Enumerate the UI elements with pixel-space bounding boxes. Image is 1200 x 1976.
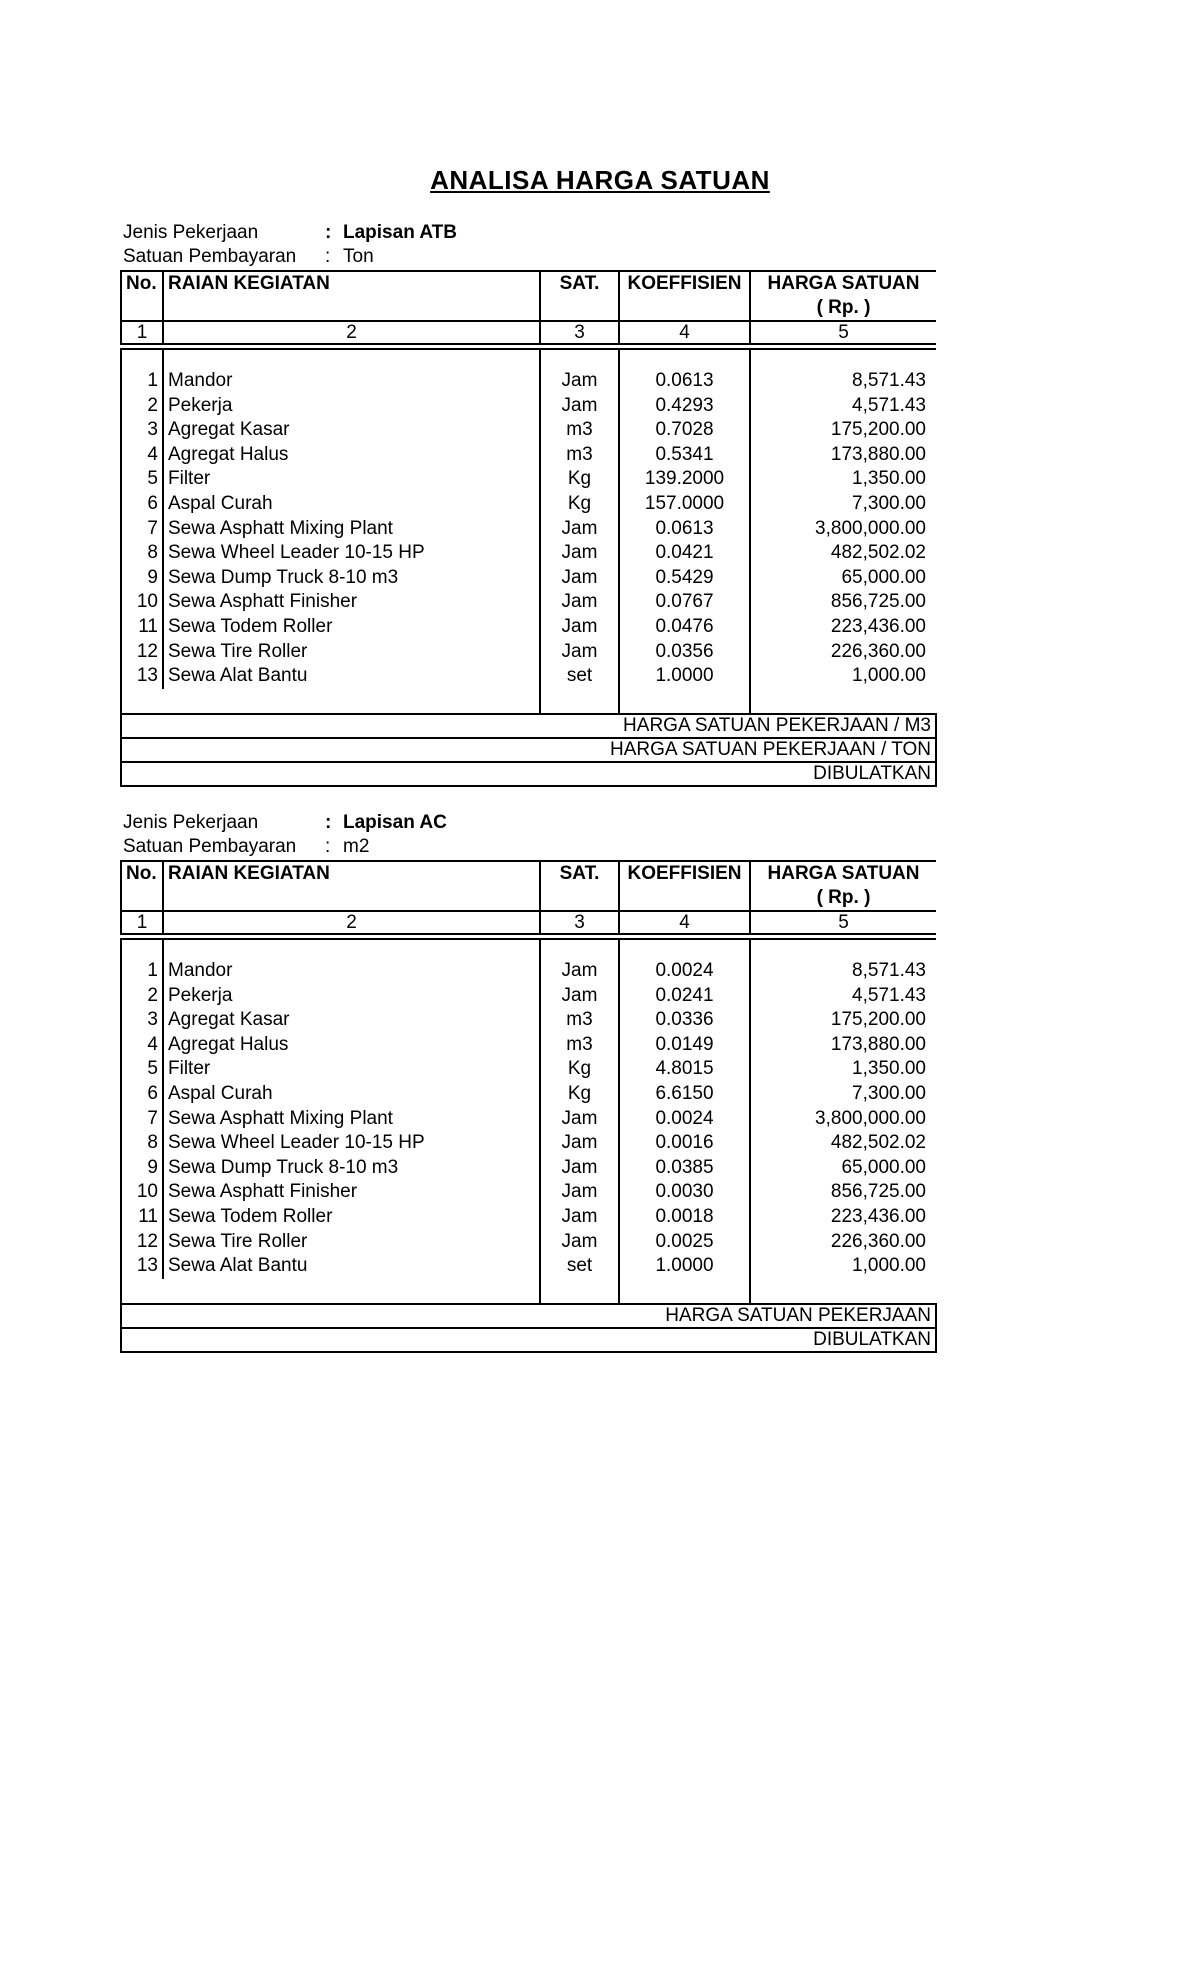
column-index-5: 5: [750, 911, 936, 934]
item-satuan: Jam: [540, 1230, 619, 1255]
item-uraian: Filter: [163, 467, 540, 492]
table-row: [121, 1180, 936, 1205]
table-row: [121, 566, 936, 591]
table-row: [121, 1254, 936, 1279]
item-uraian: Sewa Alat Bantu: [163, 1254, 540, 1279]
item-satuan: Jam: [540, 1156, 619, 1181]
item-uraian: Sewa Dump Truck 8-10 m3: [163, 566, 540, 591]
jenis-pekerjaan-value: Lapisan AC: [343, 812, 447, 833]
item-satuan: Kg: [540, 1082, 619, 1107]
item-no: 11: [121, 615, 163, 640]
item-no: 12: [121, 640, 163, 665]
item-uraian: Pekerja: [163, 394, 540, 419]
section-lapisan-ac: [120, 812, 935, 1353]
item-koefisien: 0.0336: [619, 1008, 750, 1033]
summary-label: HARGA SATUAN PEKERJAAN / M3: [121, 714, 936, 738]
item-harga-satuan: 1,000.00: [852, 665, 926, 687]
item-koefisien: 0.0018: [619, 1205, 750, 1230]
header-harga-satuan: HARGA SATUAN: [750, 861, 936, 886]
summary-label: DIBULATKAN: [121, 1328, 936, 1352]
item-satuan: Kg: [540, 1057, 619, 1082]
item-harga-satuan: 3,800,000.00: [815, 517, 926, 539]
item-no: 4: [121, 1033, 163, 1058]
table-row: [121, 394, 936, 419]
item-no: 10: [121, 590, 163, 615]
item-harga-satuan: 173,880.00: [830, 1033, 926, 1055]
item-koefisien: 0.0024: [619, 959, 750, 984]
item-koefisien: 0.0613: [619, 369, 750, 394]
item-koefisien: 0.0025: [619, 1230, 750, 1255]
column-index-2: 2: [163, 321, 540, 344]
summary-row: [121, 738, 936, 762]
summary-row: [121, 714, 936, 738]
jenis-pekerjaan-separator: :: [325, 812, 332, 833]
item-koefisien: 6.6150: [619, 1082, 750, 1107]
item-uraian: Sewa Alat Bantu: [163, 664, 540, 689]
satuan-pembayaran-row: [120, 836, 935, 860]
item-harga-satuan: 482,502.02: [830, 1132, 926, 1154]
column-index-row: [121, 321, 936, 344]
column-index-3: 3: [540, 321, 619, 344]
item-harga-satuan: 65,000.00: [841, 566, 926, 588]
table-row: [121, 615, 936, 640]
jenis-pekerjaan-row: [120, 222, 935, 246]
item-harga-satuan: 175,200.00: [830, 1009, 926, 1031]
item-koefisien: 0.0024: [619, 1107, 750, 1132]
item-harga-satuan: 3,800,000.00: [815, 1107, 926, 1129]
item-uraian: Sewa Asphatt Finisher: [163, 590, 540, 615]
item-satuan: Jam: [540, 1107, 619, 1132]
column-index-2: 2: [163, 911, 540, 934]
item-harga-satuan: 8,571.43: [852, 960, 926, 981]
item-no: 7: [121, 517, 163, 542]
column-index-1: 1: [121, 911, 163, 934]
item-satuan: m3: [540, 1008, 619, 1033]
table-row: [121, 959, 936, 984]
jenis-pekerjaan-value: Lapisan ATB: [343, 222, 458, 243]
summary-label: DIBULATKAN: [121, 762, 936, 786]
column-index-1: 1: [121, 321, 163, 344]
item-uraian: Sewa Tire Roller: [163, 640, 540, 665]
item-no: 4: [121, 443, 163, 468]
table-header-row: [121, 271, 936, 296]
item-uraian: Aspal Curah: [163, 492, 540, 517]
table-row: [121, 984, 936, 1009]
item-harga-satuan: 65,000.00: [841, 1156, 926, 1178]
item-harga-satuan: 7,300.00: [852, 492, 926, 514]
item-harga-satuan: 223,436.00: [830, 1205, 926, 1227]
item-koefisien: 139.2000: [619, 467, 750, 492]
table-row: [121, 1107, 936, 1132]
summary-label: HARGA SATUAN PEKERJAAN / TON: [121, 738, 936, 762]
item-harga-satuan: 856,725.00: [830, 1181, 926, 1203]
item-harga-satuan: 1,350.00: [852, 468, 926, 490]
item-harga-satuan: 7,300.00: [852, 1082, 926, 1104]
item-uraian: Agregat Halus: [163, 1033, 540, 1058]
satuan-pembayaran-separator: :: [325, 246, 331, 267]
item-no: 2: [121, 984, 163, 1009]
item-koefisien: 0.4293: [619, 394, 750, 419]
satuan-pembayaran-separator: :: [325, 836, 331, 857]
item-koefisien: 0.0476: [619, 615, 750, 640]
item-no: 3: [121, 418, 163, 443]
item-uraian: Aspal Curah: [163, 1082, 540, 1107]
header-uraian: RAIAN KEGIATAN: [163, 861, 540, 886]
summary-row: [121, 1328, 936, 1352]
jenis-pekerjaan-label: Jenis Pekerjaan: [123, 812, 259, 833]
item-uraian: Sewa Asphatt Mixing Plant: [163, 517, 540, 542]
jenis-pekerjaan-label: Jenis Pekerjaan: [123, 222, 259, 243]
item-satuan: Kg: [540, 467, 619, 492]
table-row: [121, 664, 936, 689]
header-no: No.: [121, 861, 163, 886]
satuan-pembayaran-label: Satuan Pembayaran: [123, 836, 297, 857]
item-koefisien: 0.0767: [619, 590, 750, 615]
item-harga-satuan: 223,436.00: [830, 615, 926, 637]
item-uraian: Sewa Asphatt Mixing Plant: [163, 1107, 540, 1132]
item-koefisien: 0.5341: [619, 443, 750, 468]
item-no: 5: [121, 467, 163, 492]
satuan-pembayaran-row: [120, 246, 935, 270]
table-row: [121, 418, 936, 443]
item-uraian: Agregat Kasar: [163, 418, 540, 443]
jenis-pekerjaan-row: [120, 812, 935, 836]
item-satuan: Jam: [540, 394, 619, 419]
table-row: [121, 1057, 936, 1082]
item-harga-satuan: 4,571.43: [852, 984, 926, 1006]
item-harga-satuan: 856,725.00: [830, 591, 926, 613]
item-harga-satuan: 226,360.00: [830, 640, 926, 662]
item-koefisien: 0.0241: [619, 984, 750, 1009]
column-index-3: 3: [540, 911, 619, 934]
item-satuan: Jam: [540, 517, 619, 542]
page-title: ANALISA HARGA SATUAN: [430, 165, 770, 195]
table-header-row: [121, 861, 936, 886]
item-no: 11: [121, 1205, 163, 1230]
item-koefisien: 0.0149: [619, 1033, 750, 1058]
item-satuan: Jam: [540, 1180, 619, 1205]
item-no: 6: [121, 492, 163, 517]
item-uraian: Sewa Asphatt Finisher: [163, 1180, 540, 1205]
item-harga-satuan: 175,200.00: [830, 419, 926, 441]
header-sat: SAT.: [540, 271, 619, 296]
item-satuan: Jam: [540, 615, 619, 640]
item-satuan: Jam: [540, 640, 619, 665]
satuan-pembayaran-value: Ton: [343, 246, 374, 267]
column-index-5: 5: [750, 321, 936, 344]
item-satuan: Jam: [540, 959, 619, 984]
item-koefisien: 1.0000: [619, 1254, 750, 1279]
item-uraian: Agregat Halus: [163, 443, 540, 468]
table-row: [121, 590, 936, 615]
item-koefisien: 0.5429: [619, 566, 750, 591]
header-no: No.: [121, 271, 163, 296]
item-koefisien: 0.0613: [619, 517, 750, 542]
item-harga-satuan: 1,350.00: [852, 1058, 926, 1080]
item-harga-satuan: 4,571.43: [852, 394, 926, 416]
item-no: 1: [121, 959, 163, 984]
table-row: [121, 1008, 936, 1033]
item-uraian: Mandor: [163, 959, 540, 984]
column-index-4: 4: [619, 321, 750, 344]
item-no: 7: [121, 1107, 163, 1132]
item-no: 13: [121, 1254, 163, 1279]
item-uraian: Sewa Todem Roller: [163, 1205, 540, 1230]
item-satuan: Jam: [540, 369, 619, 394]
item-koefisien: 157.0000: [619, 492, 750, 517]
item-satuan: Kg: [540, 492, 619, 517]
satuan-pembayaran-value: m2: [343, 836, 370, 857]
item-no: 9: [121, 566, 163, 591]
satuan-pembayaran-label: Satuan Pembayaran: [123, 246, 297, 267]
item-no: 3: [121, 1008, 163, 1033]
table-row: [121, 1156, 936, 1181]
item-uraian: Sewa Dump Truck 8-10 m3: [163, 1156, 540, 1181]
table-row: [121, 1230, 936, 1255]
item-satuan: Jam: [540, 984, 619, 1009]
item-harga-satuan: 1,000.00: [852, 1255, 926, 1277]
item-satuan: Jam: [540, 590, 619, 615]
item-koefisien: 0.0356: [619, 640, 750, 665]
header-koefisien: KOEFFISIEN: [619, 271, 750, 296]
header-koefisien: KOEFFISIEN: [619, 861, 750, 886]
item-no: 10: [121, 1180, 163, 1205]
table-row: [121, 541, 936, 566]
item-no: 12: [121, 1230, 163, 1255]
item-uraian: Mandor: [163, 369, 540, 394]
table-row: [121, 517, 936, 542]
item-uraian: Sewa Todem Roller: [163, 615, 540, 640]
item-harga-satuan: 8,571.43: [852, 370, 926, 391]
item-satuan: set: [540, 664, 619, 689]
item-koefisien: 0.0030: [619, 1180, 750, 1205]
item-uraian: Sewa Wheel Leader 10-15 HP: [163, 1131, 540, 1156]
item-satuan: Jam: [540, 1205, 619, 1230]
item-satuan: Jam: [540, 541, 619, 566]
item-uraian: Sewa Tire Roller: [163, 1230, 540, 1255]
item-no: 9: [121, 1156, 163, 1181]
table-row: [121, 1131, 936, 1156]
table-header-row-unit: [121, 886, 936, 911]
item-no: 8: [121, 1131, 163, 1156]
header-uraian: RAIAN KEGIATAN: [163, 271, 540, 296]
item-koefisien: 4.8015: [619, 1057, 750, 1082]
header-harga-unit: ( Rp. ): [816, 887, 871, 908]
analysis-table: [120, 270, 937, 787]
item-koefisien: 0.0421: [619, 541, 750, 566]
jenis-pekerjaan-separator: :: [325, 222, 332, 243]
item-satuan: Jam: [540, 1131, 619, 1156]
header-sat: SAT.: [540, 861, 619, 886]
table-row: [121, 369, 936, 394]
item-koefisien: 0.7028: [619, 418, 750, 443]
table-row: [121, 640, 936, 665]
item-satuan: set: [540, 1254, 619, 1279]
summary-row: [121, 1304, 936, 1328]
header-harga-unit: ( Rp. ): [816, 297, 871, 318]
item-uraian: Filter: [163, 1057, 540, 1082]
table-row: [121, 1033, 936, 1058]
table-row: [121, 1205, 936, 1230]
table-row: [121, 492, 936, 517]
column-index-4: 4: [619, 911, 750, 934]
item-satuan: m3: [540, 443, 619, 468]
column-index-row: [121, 911, 936, 934]
item-koefisien: 0.0016: [619, 1131, 750, 1156]
item-no: 6: [121, 1082, 163, 1107]
item-uraian: Agregat Kasar: [163, 1008, 540, 1033]
item-no: 2: [121, 394, 163, 419]
summary-row: [121, 762, 936, 786]
item-no: 13: [121, 664, 163, 689]
item-satuan: Jam: [540, 566, 619, 591]
analysis-table: [120, 860, 937, 1353]
item-koefisien: 1.0000: [619, 664, 750, 689]
item-satuan: m3: [540, 418, 619, 443]
item-no: 1: [121, 369, 163, 394]
table-row: [121, 1082, 936, 1107]
item-harga-satuan: 173,880.00: [830, 443, 926, 465]
item-harga-satuan: 226,360.00: [830, 1230, 926, 1252]
item-koefisien: 0.0385: [619, 1156, 750, 1181]
item-uraian: Sewa Wheel Leader 10-15 HP: [163, 541, 540, 566]
table-header-row-unit: [121, 296, 936, 321]
header-harga-satuan: HARGA SATUAN: [750, 271, 936, 296]
item-satuan: m3: [540, 1033, 619, 1058]
summary-label: HARGA SATUAN PEKERJAAN: [121, 1304, 936, 1328]
item-uraian: Pekerja: [163, 984, 540, 1009]
table-row: [121, 467, 936, 492]
item-no: 8: [121, 541, 163, 566]
item-harga-satuan: 482,502.02: [830, 542, 926, 564]
item-no: 5: [121, 1057, 163, 1082]
section-lapisan-atb: [120, 222, 935, 787]
table-row: [121, 443, 936, 468]
